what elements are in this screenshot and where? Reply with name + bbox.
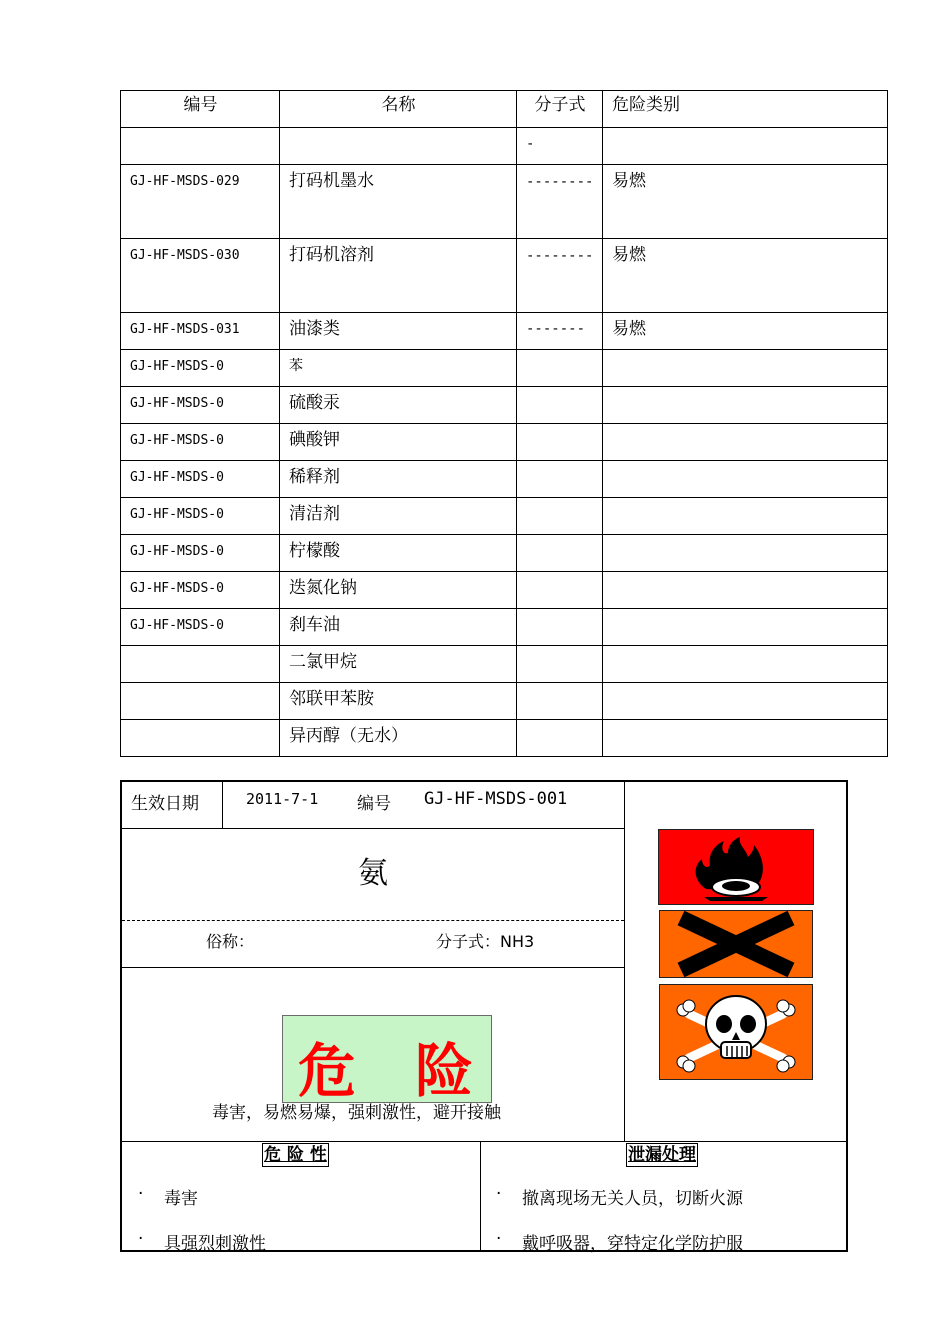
table-row: GJ-HF-MSDS-030 打码机溶剂 -------- 易燃 xyxy=(121,239,888,313)
bullet: · xyxy=(496,1184,502,1204)
table-row: GJ-HF-MSDS-0 稀释剂 xyxy=(121,461,888,498)
hazard-item: 具强烈刺激性 xyxy=(164,1234,266,1254)
divider xyxy=(122,1141,848,1142)
danger-signal-box xyxy=(282,1015,492,1103)
divider xyxy=(480,1141,481,1252)
table-header-row xyxy=(121,91,888,128)
harmful-x-icon xyxy=(659,910,813,978)
effective-date-label: 生效日期 xyxy=(131,794,199,814)
table-row: GJ-HF-MSDS-0 硫酸汞 xyxy=(121,387,888,424)
hazard-item: 毒害 xyxy=(164,1189,198,1209)
hazards-title: 危 险 性 xyxy=(264,1145,327,1165)
skull-crossbones-icon xyxy=(659,984,813,1080)
table-row: GJ-HF-MSDS-0 碘酸钾 xyxy=(121,424,888,461)
header-hazard: 危险类别 xyxy=(603,91,888,128)
table-row: GJ-HF-MSDS-029 打码机墨水 -------- 易燃 xyxy=(121,165,888,239)
spill-item: 戴呼吸器，穿特定化学防护服 xyxy=(522,1234,743,1254)
bullet: · xyxy=(496,1229,502,1249)
hazard-summary: 毒害，易燃易爆，强刺激性，避开接触 xyxy=(212,1103,501,1123)
table-row: 邻联甲苯胺 xyxy=(121,683,888,720)
bullet: · xyxy=(138,1229,144,1249)
header-code: 编号 xyxy=(121,91,280,128)
table-row: GJ-HF-MSDS-0 柠檬酸 xyxy=(121,535,888,572)
msds-number: GJ-HF-MSDS-001 xyxy=(424,789,568,809)
bullet: · xyxy=(138,1184,144,1204)
flame-icon xyxy=(658,829,814,905)
divider xyxy=(222,782,223,828)
number-label: 编号 xyxy=(357,794,391,814)
effective-date: 2011-7-1 xyxy=(246,790,319,808)
chemical-inventory-table xyxy=(120,90,888,757)
formula-label: 分子式：NH3 xyxy=(436,932,535,951)
signal-word-2: 险 xyxy=(415,1037,474,1105)
table-row: GJ-HF-MSDS-031 油漆类 ------- 易燃 xyxy=(121,313,888,350)
dashed-divider xyxy=(122,920,624,921)
table-row: GJ-HF-MSDS-0 迭氮化钠 xyxy=(121,572,888,609)
spill-item: 撤离现场无关人员，切断火源 xyxy=(522,1189,743,1209)
table-row: 二氯甲烷 xyxy=(121,646,888,683)
divider xyxy=(122,967,624,968)
table-row: GJ-HF-MSDS-0 清洁剂 xyxy=(121,498,888,535)
header-formula: 分子式 xyxy=(517,91,603,128)
table-row: - xyxy=(121,128,888,165)
signal-word-1: 危 xyxy=(298,1037,357,1105)
msds-card xyxy=(120,780,848,1252)
table-row: GJ-HF-MSDS-0 苯 xyxy=(121,350,888,387)
common-name-label: 俗称： xyxy=(206,932,255,951)
table-row: GJ-HF-MSDS-0 刹车油 xyxy=(121,609,888,646)
divider xyxy=(122,828,624,829)
header-name: 名称 xyxy=(280,91,517,128)
divider xyxy=(624,782,625,1142)
chemical-name: 氨 xyxy=(358,856,388,891)
spill-title: 泄漏处理 xyxy=(628,1145,696,1165)
table-row: 异丙醇（无水） xyxy=(121,720,888,757)
